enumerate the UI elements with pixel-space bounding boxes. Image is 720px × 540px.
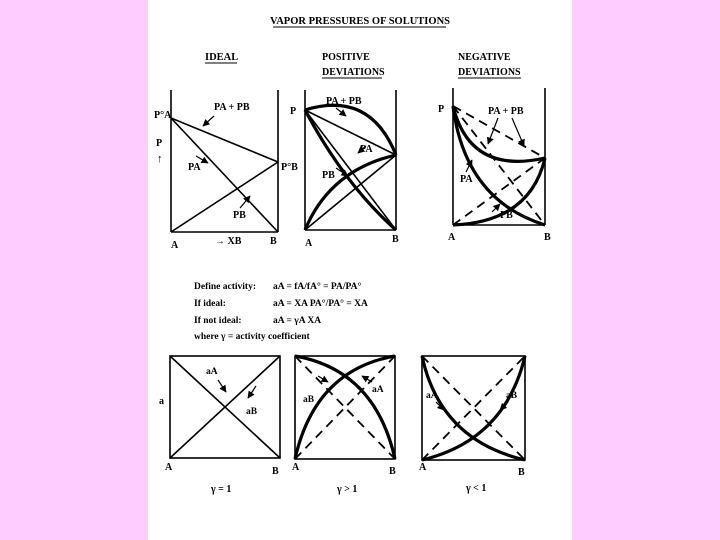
positive-p-axis-label: P <box>290 106 297 117</box>
ideal-xb-label: → XB <box>215 236 242 247</box>
ideal-pa-plus-pb-label: PA + PB <box>214 102 250 113</box>
nonideal-condition-equation: aA = γA XA <box>273 316 322 326</box>
up-arrow-icon: ↑ <box>157 153 163 165</box>
negative-corner-b: B <box>544 232 551 243</box>
positive-total-arrow <box>336 108 346 116</box>
negative-heading-2: DEVIATIONS <box>458 67 521 78</box>
gamma-gt-corner-a: A <box>292 462 300 473</box>
ideal-condition-label: If ideal: <box>194 299 226 309</box>
gamma-eq-ab-label: aB <box>246 407 258 417</box>
gamma-eq-aa-arrow <box>218 380 226 392</box>
ideal-pb0-label: P°B <box>281 162 298 173</box>
negative-pa-plus-pb-label: PA + PB <box>488 106 524 117</box>
negative-p-axis-label: P <box>438 104 445 115</box>
gamma-gt-ab-arrow <box>362 376 372 382</box>
positive-pa-label: PA <box>360 144 373 155</box>
positive-pa-plus-pb-label: PA + PB <box>326 96 362 107</box>
ideal-total-pressure-line <box>171 118 278 162</box>
positive-panel <box>290 52 399 249</box>
ideal-pa0-label: P°A <box>154 110 172 121</box>
gamma-gt-ab-label: aB <box>303 395 315 405</box>
gamma-eq-ab-arrow <box>248 386 256 398</box>
ideal-heading: IDEAL <box>205 52 239 63</box>
gamma-eq-caption: γ = 1 <box>211 484 232 495</box>
positive-heading-2: DEVIATIONS <box>322 67 385 78</box>
ideal-total-arrow <box>203 116 214 126</box>
ideal-corner-b: B <box>270 236 277 247</box>
ideal-pa-label: PA <box>188 162 201 173</box>
negative-ideal-pa <box>453 106 545 225</box>
activity-panel-gamma-lt <box>419 356 525 494</box>
positive-corner-a: A <box>305 238 313 249</box>
gamma-eq-corner-b: B <box>272 466 279 477</box>
define-activity-equation: aA = fA/fA° = PA/PA° <box>273 282 362 292</box>
negative-pb-arrow <box>492 204 500 212</box>
gamma-eq-y-axis-label: a <box>159 396 164 407</box>
gamma-lt-corner-a: A <box>419 462 427 473</box>
gamma-lt-aa-label: aA <box>426 391 438 401</box>
ideal-p-axis-label: P <box>156 138 163 149</box>
ideal-corner-a: A <box>171 240 179 251</box>
negative-corner-a: A <box>448 232 456 243</box>
positive-pb-label: PB <box>322 170 335 181</box>
gamma-lt-corner-b: B <box>518 467 525 478</box>
gamma-eq-aa-label: aA <box>206 367 218 377</box>
negative-heading-1: NEGATIVE <box>458 52 511 63</box>
negative-total-arrow-2 <box>512 118 524 146</box>
negative-pa-label: PA <box>460 174 473 185</box>
negative-pb-label: PB <box>500 210 513 221</box>
ideal-panel <box>154 52 298 251</box>
gamma-gt-corner-b: B <box>389 466 396 477</box>
positive-corner-b: B <box>392 234 399 245</box>
nonideal-condition-label: If not ideal: <box>194 316 242 326</box>
activity-coefficient-note: where γ = activity coefficient <box>194 332 310 342</box>
page-title: VAPOR PRESSURES OF SOLUTIONS <box>269 16 451 27</box>
activity-panel-gamma-eq <box>159 356 280 495</box>
define-activity-label: Define activity: <box>194 282 256 292</box>
positive-heading-1: POSITIVE <box>322 52 370 63</box>
gamma-lt-ab-label: aB <box>506 391 518 401</box>
activity-panel-gamma-gt <box>292 356 396 495</box>
gamma-gt-aa-label: aA <box>372 385 384 395</box>
gamma-gt-caption: γ > 1 <box>337 484 358 495</box>
gamma-eq-corner-a: A <box>165 462 173 473</box>
ideal-pb-label: PB <box>233 210 246 221</box>
definitions-block <box>194 281 368 342</box>
gamma-lt-caption: γ < 1 <box>466 483 487 494</box>
negative-panel <box>438 52 551 243</box>
ideal-condition-equation: aA = XA PA°/PA° = XA <box>273 299 368 309</box>
ideal-pa-line <box>171 118 278 232</box>
